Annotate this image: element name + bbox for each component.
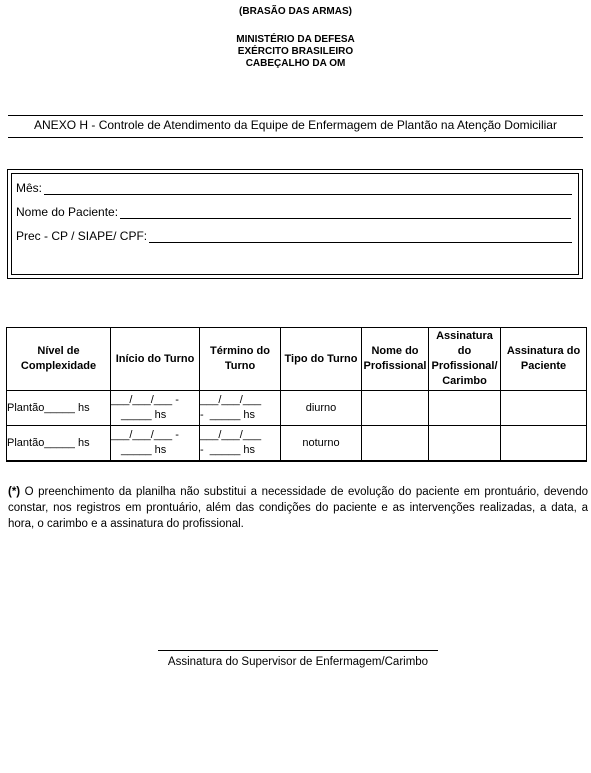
brasao-label: (BRASÃO DAS ARMAS) — [239, 6, 352, 17]
nome-cell[interactable] — [362, 391, 429, 426]
paciente-label: Nome do Paciente: — [16, 205, 119, 219]
footnote — [8, 484, 588, 532]
inicio-date: ___/___/___ - — [111, 394, 179, 406]
header-assinatura-profissional: Assinatura do Profissional/ Carimbo — [429, 328, 501, 391]
header-line-ministerio: MINISTÉRIO DA DEFESA — [236, 34, 355, 45]
plantao-cell[interactable]: Plantão_____ hs — [7, 391, 111, 426]
table-header-row — [7, 328, 587, 391]
header-termino: Término do Turno — [200, 328, 281, 391]
header-assinatura-paciente: Assinatura do Paciente — [501, 328, 587, 391]
header-line-exercito: EXÉRCITO BRASILEIRO — [237, 46, 354, 57]
inicio-cell[interactable] — [111, 426, 200, 462]
termino-hour: - _____ hs — [200, 409, 256, 421]
title-rule-top — [8, 115, 583, 116]
table-row — [7, 426, 587, 462]
organization-header — [0, 34, 591, 70]
assinatura-profissional-cell[interactable] — [429, 391, 501, 426]
termino-hour: - _____ hs — [200, 444, 256, 456]
footnote-text: O preenchimento da planilha não substitui a necessidade de evolução do paciente em prontuário, devendo constar, nos registros em prontuário, além das condições do paciente e as intervenções realizadas, a data, a hora, o carimbo e a assinatura do profissional. — [8, 486, 588, 530]
annex-title: ANEXO H - Controle de Atendimento da Equipe de Enfermagem de Plantão na Atenção Domiciliar — [34, 118, 557, 132]
assinatura-paciente-cell[interactable] — [501, 391, 587, 426]
prec-label: Prec - CP / SIAPE/ CPF: — [16, 229, 148, 243]
termino-cell[interactable] — [200, 391, 281, 426]
mes-field[interactable] — [16, 181, 572, 195]
table-row — [7, 391, 587, 426]
mes-label: Mês: — [16, 181, 43, 195]
inicio-hour: _____ hs — [121, 444, 167, 456]
prec-field[interactable] — [16, 229, 572, 243]
plantao-cell[interactable]: Plantão_____ hs — [7, 426, 111, 462]
header-inicio: Início do Turno — [111, 328, 200, 391]
header-tipo: Tipo do Turno — [281, 328, 362, 391]
termino-date: ___/___/___ — [200, 394, 262, 406]
inicio-date: ___/___/___ - — [111, 429, 179, 441]
nome-cell[interactable] — [362, 426, 429, 462]
assinatura-profissional-cell[interactable] — [429, 426, 501, 462]
tipo-cell: diurno — [281, 391, 362, 426]
supervisor-signature-line[interactable] — [158, 650, 438, 651]
termino-date: ___/___/___ — [200, 429, 262, 441]
inicio-cell[interactable] — [111, 391, 200, 426]
assinatura-paciente-cell[interactable] — [501, 426, 587, 462]
header-line-cabecalho: CABEÇALHO DA OM — [245, 58, 346, 69]
mes-line[interactable] — [44, 182, 572, 195]
paciente-field[interactable] — [16, 205, 571, 219]
prec-line[interactable] — [149, 230, 572, 243]
supervisor-signature-label: Assinatura do Supervisor de Enfermagem/Carimbo — [167, 656, 429, 668]
paciente-line[interactable] — [120, 206, 571, 219]
title-rule-bottom — [8, 137, 583, 138]
footnote-marker: (*) — [8, 486, 21, 498]
inicio-hour: _____ hs — [121, 409, 167, 421]
attendance-table — [6, 327, 587, 462]
tipo-cell: noturno — [281, 426, 362, 462]
header-nome: Nome do Profissional — [362, 328, 429, 391]
header-nivel: Nível de Complexidade — [7, 328, 111, 391]
termino-cell[interactable] — [200, 426, 281, 462]
